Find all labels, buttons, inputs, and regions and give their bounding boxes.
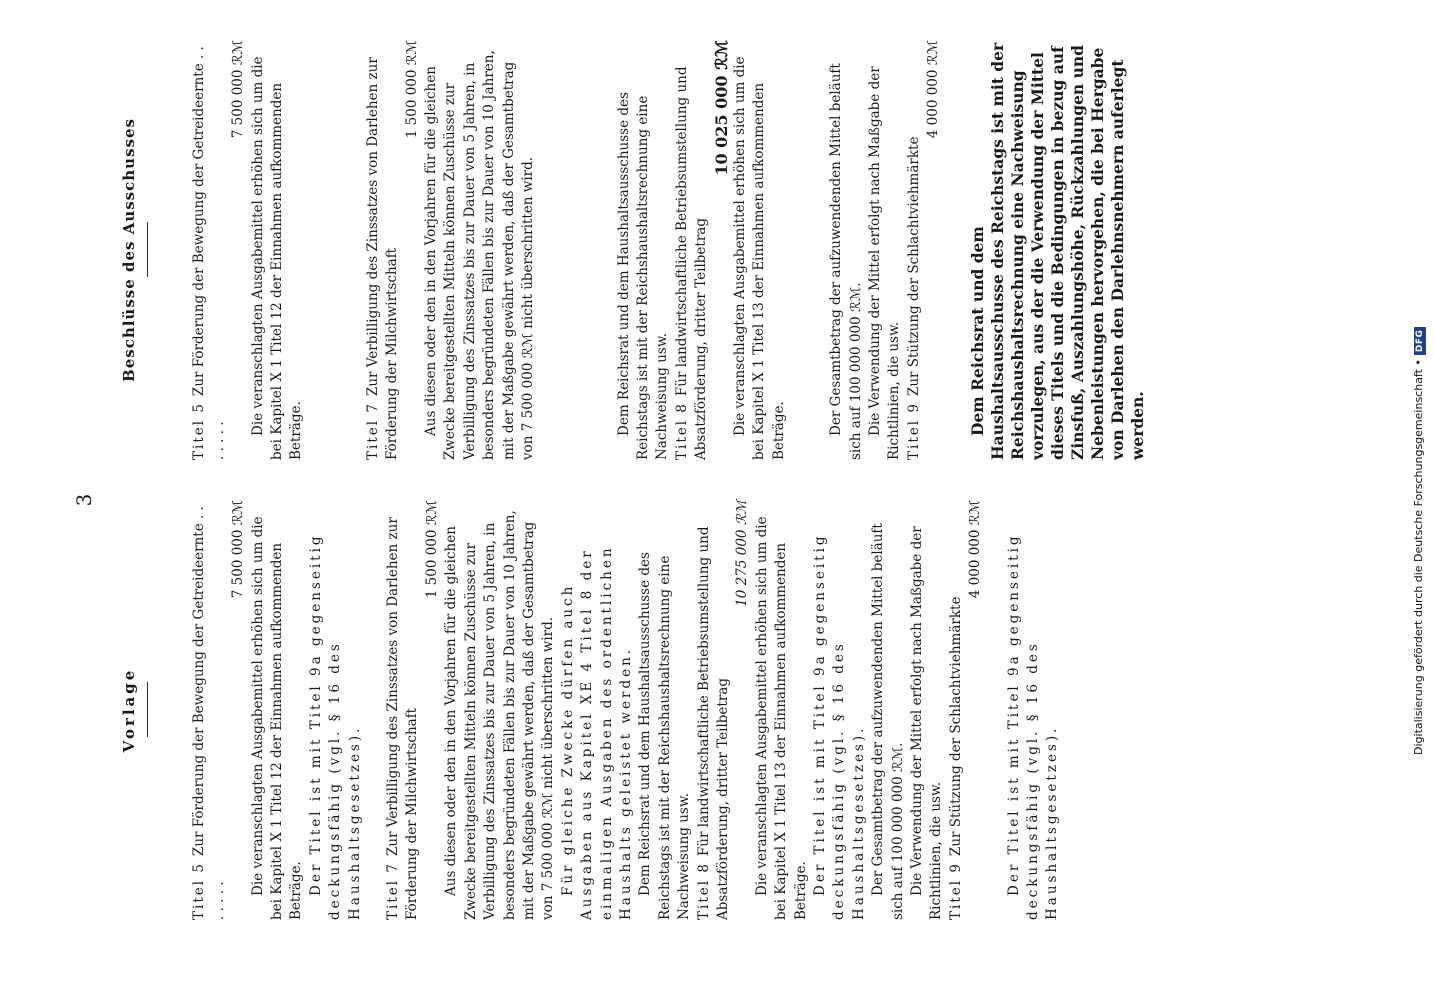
titel-amount: 4 000 000 ℛℳ: [925, 40, 942, 139]
digitization-notice: [1412, 55, 1426, 755]
titel-amount: 10 025 000 ℛℳ: [711, 40, 731, 176]
titel-text: Für landwirtschaftliche Betriebsumstellung und Absatzförderung, dritter Teilbetrag: [695, 526, 731, 920]
titel-paragraph-3: Die Verwendung der Mittel erfolgt nach Maßgabe der Richtlinien, die usw.: [866, 66, 903, 460]
titel-text: Zur Stützung der Schlachtviehmärkte: [905, 136, 922, 397]
titel-paragraph: Aus diesen oder den in den Vorjahren für die gleichen Zwecke bereitgestellten Mitteln können Zuschüsse zur Verbilligung des Zinssatzes bis zur Dauer von 5 Jahren, in besonders begründeten Fällen bis zur Dauer von 10 Jahren, mit der Maßgabe gewährt werden, daß der Gesamtbetrag von 7 500 000 ℛℳ nicht überschritten wird.: [423, 50, 537, 460]
titel-label: Titel 5: [191, 402, 208, 460]
titel-paragraph-2: Dem Reichsrat und dem Haushaltsausschusse des Reichstags ist mit der Reichshaushaltsrechnung eine Nachweisung usw.: [615, 92, 671, 460]
titel-text: Zur Förderung der Bewegung der Getreideernte . . . . . . .: [191, 46, 227, 460]
column-vorlage: [120, 500, 1063, 920]
titel-paragraph: Die veranschlagten Ausgabemittel erhöhen sich um die bei Kapitel X 1 Titel 13 der Einnahmen aufkommenden Beträge.: [731, 56, 787, 460]
column-header-vorlage: Vorlage: [120, 667, 138, 753]
titel-text: Zur Verbilligung des Zinssatzes von Darlehen zur Förderung der Milchwirtschaft: [385, 517, 421, 920]
bold-resolution-paragraph: Dem Reichsrat und dem Haushaltsausschusse des Reichstags ist mit der Reichshaushaltsrechnung eine Nachweisung vorzulegen, aus der die Verwendung der Mittel dieses Titels und die Bedingungen in bezug auf Zinsfuß, Auszahlungshöhe, Rückzahlungen und Nebenleistungen hervorgehen, die bei Hergabe von Darlehen den Darlehnsnehmern auferlegt werden.: [967, 42, 1147, 460]
titel-text: Für landwirtschaftliche Betriebsumstellung und Absatzförderung, dritter Teilbetrag: [673, 66, 710, 460]
titel-label: Titel 7: [364, 402, 381, 460]
titel-text: Zur Stützung der Schlachtviehmärkte: [947, 596, 964, 857]
entry-titel8: [673, 40, 905, 460]
entry-titel7: [364, 40, 673, 460]
column-header-beschluesse: Beschlüsse des Ausschusses: [120, 118, 138, 382]
entry-titel7: [384, 500, 695, 920]
entry-titel8: [695, 500, 947, 920]
titel-spaced-note: Für gleiche Zwecke dürfen auch Ausgaben aus Kapitel XE 4 Titel 8 der einmaligen Ausgaben des ordentlichen Haushalts geleistet werden.: [559, 545, 634, 920]
titel-paragraph-2: Dem Reichsrat und dem Haushaltsausschusse des Reichstags ist mit der Reichshaushaltsrechnung eine Nachweisung usw.: [637, 552, 693, 920]
titel-paragraph: Aus diesen oder den in den Vorjahren für die gleichen Zwecke bereitgestellten Mitteln können Zuschüsse zur Verbilligung des Zinssatzes bis zur Dauer von 5 Jahren, in besonders begründeten Fällen bis zur Dauer von 10 Jahren, mit der Maßgabe gewährt werden, daß der Gesamtbetrag von 7 500 000 ℛℳ nicht überschritten wird.: [443, 510, 557, 920]
titel-paragraph: Die veranschlagten Ausgabemittel erhöhen sich um die bei Kapitel X 1 Titel 12 der Einnahmen aufkommenden Beträge.: [249, 56, 305, 460]
titel-label: Titel 9: [905, 402, 922, 460]
dfg-logo: DFG: [1414, 327, 1426, 356]
titel-amount: 1 500 000 ℛℳ: [423, 500, 440, 599]
titel-paragraph: Die veranschlagten Ausgabemittel erhöhen sich um die bei Kapitel X 1 Titel 12 der Einnahmen aufkommenden Beträge.: [249, 516, 305, 920]
entry-titel9: [905, 40, 944, 460]
titel-spaced-note: Der Titel ist mit Titel 9a gegenseitig deckungsfähig (vgl. § 16 des Haushaltsgesetzes).: [307, 533, 363, 920]
titel-text: Zur Verbilligung des Zinssatzes von Darlehen zur Förderung der Milchwirtschaft: [364, 57, 401, 460]
titel-spaced-note: Der Titel ist mit Titel 9a gegenseitig deckungsfähig (vgl. § 16 des Haushaltsgesetzes).: [1005, 533, 1061, 920]
titel-paragraph-3: Die Verwendung der Mittel erfolgt nach Maßgabe der Richtlinien, die usw.: [909, 526, 945, 920]
titel-amount: 10 275 000 ℛℳ: [734, 500, 751, 607]
titel-label: Titel 9: [947, 862, 964, 920]
titel-paragraph-2: Der Gesamtbetrag der aufzuwendenden Mittel beläuft sich auf 100 000 000 ℛℳ.: [828, 63, 864, 460]
titel-amount: 4 000 000 ℛℳ: [967, 500, 984, 599]
entry-titel9: [947, 500, 1063, 920]
digitization-text: Digitalisierung gefördert durch die Deutsche Forschungsgemeinschaft •: [1412, 359, 1425, 755]
titel-paragraph-2: Der Gesamtbetrag der aufzuwendenden Mittel beläuft sich auf 100 000 000 ℛℳ.: [870, 523, 906, 920]
entry-titel5: [190, 500, 365, 920]
titel-amount: 7 500 000 ℛℳ: [230, 500, 247, 599]
titel-spaced-note: Der Titel ist mit Titel 9a gegenseitig deckungsfähig (vgl. § 16 des Haushaltsgesetzes).: [812, 533, 867, 920]
titel-text: Zur Förderung der Bewegung der Getreideernte . . . . . . .: [191, 506, 227, 920]
entry-titel5: [190, 40, 306, 460]
titel-label: Titel 8: [673, 402, 690, 460]
titel-paragraph: Die veranschlagten Ausgabemittel erhöhen sich um die bei Kapitel X 1 Titel 13 der Einnahmen aufkommenden Beträge.: [753, 516, 809, 920]
page-number: 3: [72, 493, 96, 507]
header-rule: [147, 223, 148, 278]
header-rule: [147, 683, 148, 738]
titel-amount: 1 500 000 ℛℳ: [403, 40, 420, 139]
titel-amount: 7 500 000 ℛℳ: [230, 40, 247, 139]
titel-label: Titel 8: [695, 862, 712, 920]
column-beschluesse: [120, 40, 1148, 460]
titel-label: Titel 5: [191, 862, 208, 920]
titel-label: Titel 7: [385, 862, 402, 920]
